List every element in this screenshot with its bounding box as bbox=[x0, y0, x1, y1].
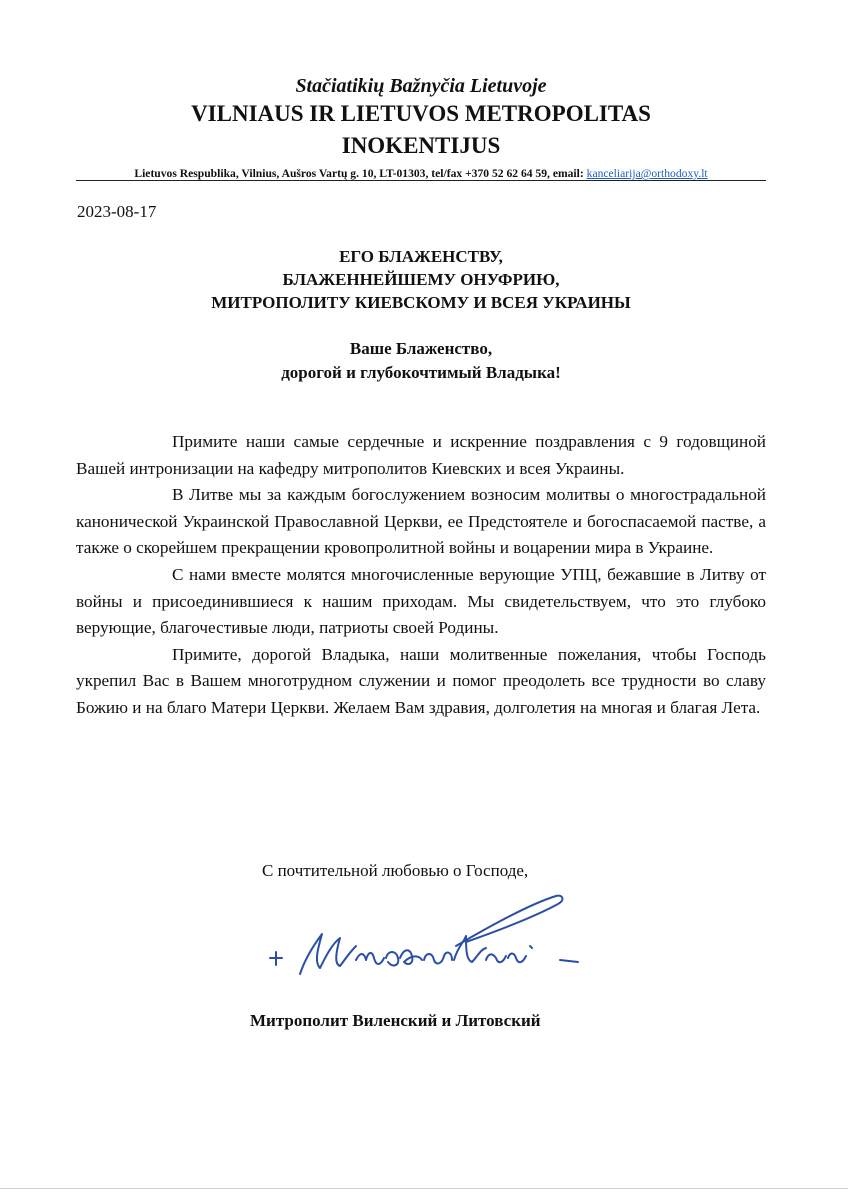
salutation-block bbox=[76, 337, 766, 385]
addressee-line-1: ЕГО БЛАЖЕНСТВУ, bbox=[339, 247, 503, 266]
addressee-line-3: МИТРОПОЛИТУ КИЕВСКОМУ И ВСЕЯ УКРАИНЫ bbox=[211, 293, 631, 312]
body-paragraph-4: Примите, дорогой Владыка, наши молитвенные пожелания, чтобы Господь укрепил Вас в Вашем многотрудном служении и помог преодолеть все трудности во славу Божию и на благо Матери Церкви. Желаем Вам здравия, долголетия на многая и благая Лета. bbox=[76, 644, 766, 717]
addressee-block bbox=[76, 245, 766, 314]
letter-body bbox=[76, 429, 766, 722]
letterhead-divider bbox=[76, 180, 766, 181]
email-link[interactable]: kanceliarija@orthodoxy.lt bbox=[586, 167, 708, 180]
letterhead-title: VILNIAUS IR LIETUVOS METROPOLITAS bbox=[191, 101, 651, 126]
signer-title: Митрополит Виленский и Литовский bbox=[250, 1011, 541, 1030]
letterhead-name: INOKENTIJUS bbox=[341, 133, 501, 158]
salutation-line-1: Ваше Блаженство, bbox=[349, 339, 493, 358]
letterhead-church: Stačiatikių Bažnyčia Lietuvoje bbox=[295, 75, 547, 97]
letter-date: 2023-08-17 bbox=[77, 202, 157, 221]
letterhead bbox=[76, 74, 766, 182]
salutation-line-2: дорогой и глубокочтимый Владыка! bbox=[281, 363, 561, 382]
closing-line: С почтительной любовью о Господе, bbox=[262, 861, 529, 880]
body-paragraph-3: С нами вместе молятся многочисленные верующие УПЦ, бежавшие в Литву от войны и присоединившиеся к нашим приходам. Мы свидетельствуем, что это глубоко верующие, благочестивые люди, патриоты своей Родины. bbox=[76, 564, 766, 638]
body-paragraph-2: В Литве мы за каждым богослужением возносим молитвы о многострадальной канонической Украинской Православной Церкви, ее Предстоятеле и богоспасаемой пастве, а также о скорейшем прекращении кровопролитной войны и воцарении мира в Украине. bbox=[76, 485, 766, 558]
addressee-line-2: БЛАЖЕННЕЙШЕМУ ОНУФРИЮ, bbox=[282, 270, 560, 289]
page-edge-line bbox=[0, 1188, 848, 1189]
letterhead-address: Lietuvos Respublika, Vilnius, Aušros Vartų g. 10, LT-01303, tel/fax +370 52 62 64 59, email: bbox=[134, 167, 587, 180]
handwritten-signature bbox=[260, 886, 600, 986]
body-paragraph-1: Примите наши самые сердечные и искренние поздравления с 9 годовщиной Вашей интронизации на кафедру митрополитов Киевских и всея Украины. bbox=[76, 432, 766, 478]
